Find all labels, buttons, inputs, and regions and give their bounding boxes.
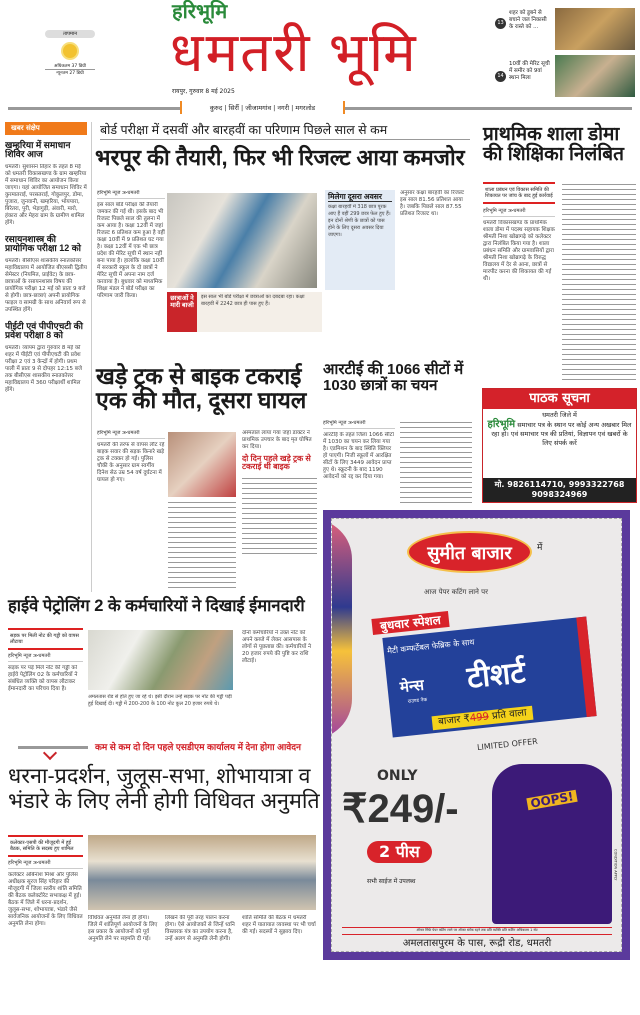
notice-line: समाचार पत्र के स्थान पर कोई अन्य अखबार मिल रहा हो। एवं समाचार पत्र की प्रतियां, विज्ञापन एवं खबरों के लिए संपर्क करें [491, 421, 632, 447]
briefs-column [5, 122, 87, 592]
highway-photo [88, 630, 233, 690]
teaser-2[interactable] [495, 55, 640, 97]
permit-col4: शांति समिति की बैठक में धमतरी शहर में यातायात व्यवस्था पर भी चर्चा की गई। सदस्यों ने सुझाव दिए। [242, 915, 316, 935]
dateline: रायपुर, गुरुवार 8 मई 2025 [172, 88, 235, 95]
market-price: 499 [469, 711, 490, 725]
highway-headline[interactable]: हाईवे पेट्रोलिंग 2 के कर्मचारियों ने दिखाई ईमानदारी [8, 597, 305, 615]
ad-pieces: 2 पीस [367, 841, 432, 863]
brief-text: धमतरी। बीसीएस शासकीय स्नातकोत्तर महाविद्यालय में आयोजित बीएससी द्वितीय सेमेस्टर (नियमित, प्राईवेट) के छात्र-छात्राओं के रसायनशास्त्र विषय की प्रायोगिक परीक्षा 12 मई को प्रातः 9 बजे से होगी। छात्र-छात्राएं अपनी प्रायोगिक फाइल व सामग्री के साथ अनिवार्य रूप से उपस्थित होंगे। [5, 257, 87, 313]
brief-title: रसायनशास्त्र की प्रायोगिक परीक्षा 12 को [5, 233, 81, 254]
byline: हरिभूमि न्यूज ≫धमतरी [8, 653, 83, 662]
byline: हरिभूमि न्यूज ≫धमतरी [323, 420, 395, 429]
sumeet-bazar-ad[interactable] [323, 510, 630, 960]
tshirt-print: OOPS! [526, 790, 577, 811]
rte-col1 [323, 420, 395, 505]
lead-kicker: बोर्ड परीक्षा में दसवीं और बारहवीं का परिणाम पिछले साल से कम [100, 124, 470, 140]
brief-title: खम्हरिया में समाधान शिविर आज [5, 140, 71, 160]
notice-brand: हरिभूमि [487, 419, 516, 430]
teaser-photo [555, 8, 635, 50]
ad-condition: CONDITION APPLY [613, 849, 618, 881]
permit-kicker: कम से कम दो दिन पहले एसडीएम कार्यालय में देना होगा आवेदन [95, 742, 302, 752]
suspend-text: धमतरी विकासखण्ड के प्राथमिक शाला डोमा में पदस्थ सहायक शिक्षक श्रीमती निशा खोब्रागढ़े को कलेक्टर द्वारा निलंबित किया गया है। शाला प्रबंधन समिति और ग्रामवासियों द्वारा श्रीमती निशा खोब्रागढ़े के विरुद्ध विद्यालय में देर से आना, छात्रों से मारपीट करना की शिकायत की गई थी। [483, 220, 555, 282]
temp-max: अधिकतम 37 डिग्री [45, 63, 95, 70]
ad-sizes: सभी साईज में उपलब्ध [367, 878, 416, 885]
accident-col3 [242, 430, 317, 590]
lead-col3: अनुसार कक्षा बारहवीं का रिजल्ट इस साल 81.56 प्रतिशत आया है। जबकि पिछले साल 87.55 प्रतिशत रिजल्ट था। [400, 190, 465, 217]
girls-label: छात्राओं ने मारी बाजी [167, 292, 197, 332]
victim-photo [168, 432, 236, 497]
temp-min: न्यूनतम 27 डिग्री [56, 71, 84, 76]
paper-title: धमतरी भूमि [170, 22, 418, 83]
ad-tag: बुधवार स्पेशल [371, 611, 449, 635]
teaser-1[interactable] [495, 8, 640, 50]
reader-notice [482, 388, 637, 503]
accident-col2 [168, 500, 236, 590]
suspend-col1 [483, 182, 555, 382]
notice-phone[interactable]: मो. 9826114710, 9993322768 9098324969 [483, 478, 636, 502]
market-prefix: बाजार ₹ [437, 713, 471, 728]
ad-fabric: मैटी कम्फर्टेबल फेब्रिक के साथ [386, 637, 475, 656]
byline: हरिभूमि न्यूज ≫धमतरी [97, 190, 165, 199]
accident-text: अस्पताल लाया गया जहां डाक्टर ने प्राथमिक उपचार के बाद मृत घोषित कर दिया। [242, 430, 312, 450]
ad-terms: ऑफर सिर्फ पेपर कटिंग लाने पर ऑफर स्टॉक रहने तक प्रति व्यक्ति प्रति कटिंग अधिकतम 1 सेट [342, 927, 612, 935]
sidebox [325, 190, 395, 290]
lead-headline[interactable]: भरपूर की तैयारी, फिर भी रिजल्ट आया कमजोर [95, 145, 465, 170]
ad-wave [331, 519, 352, 739]
ad-product: टीशर्ट [465, 655, 528, 696]
summary-bullet: शाला प्रबंधन एवं विकास समिति की शिकायत पर जांच के बाद हुई कार्रवाई [483, 182, 555, 204]
lead-text: इस साल बोर्ड परीक्षा की तैयारी जमकर की गई थी। इसके बाद भी रिजल्ट पिछले साल की तुलना में कम आया है। कक्षा 12वीं में जहां रिजल्ट 6 प्रतिशत कम हुआ है वहीं कक्षा 10वीं में 9 प्रतिशत घट गया है। कक्षा 12वीं में एक भी छात्र प्रदेश की मेरिट सूची में स्थान नहीं बना पाया है। हालांकि कक्षा 10वीं में सरकारी स्कूल के दो छात्रों ने मेरिट सूची में अपना नाम दर्ज करवाया है। बुधवार को माध्यमिक शिक्षा मंडल ने बोर्ड परीक्षा का परिणाम जारी किया। [97, 202, 165, 299]
tshirt-photo [492, 764, 612, 924]
byline: हरिभूमि न्यूज ≫धमतरी [8, 860, 83, 869]
girls-text: इस साल भी बोर्ड परीक्षा में छात्राओं का दबदबा रहा। कक्षा बारहवीं में 2242 छात्र ही पास हुए हैं। [201, 294, 305, 307]
highway-col2: अमलतास रोड से होते हुए जा रहे थे। इसी दौरान उन्हें सड़क पर नोट की गड्डी पड़ी हुई दिखाई दी। गड्डी में 200-200 के 100 नोट कुल 20 हजार रुपये थे। [88, 694, 232, 707]
highway-col1 [8, 628, 83, 708]
suspend-col2 [562, 182, 636, 382]
girls-box [167, 292, 322, 332]
brief-title: पीईटी एवं पीपीएचटी की प्रवेश परीक्षा 8 को [5, 320, 83, 341]
permit-col3: लिखने की पूरी तरह पालन करना होगा। ऐसे आयोजकों से जिन्हें ध्वनि विस्तारक यंत्र का उपयोग करना है, उन्हें अलग से अनुमति लेनी होगी। [165, 915, 235, 942]
accident-subhead: दो दिन पहले खड़े ट्रक से टकराई थी बाइक [242, 454, 311, 472]
accident-col1 [97, 430, 165, 590]
rte-text: आरटीई के तहत जिला 1066 सीटों में 1030 का चयन कर लिया गया है। एडमिशन के बाद स्थिति क्लियर हो पाएगी। निजी स्कूलों में आरक्षित सीटों के लिए 3449 आवेदन प्राप्त हुए थे। स्क्रूटनी के बाद 1190 आवेदनों को रद्द कर दिया गया। [323, 432, 394, 480]
brand-logo: हरिभूमि [172, 1, 228, 23]
suspend-headline[interactable]: प्राथमिक शाला डोमा की शिक्षिका निलंबित [483, 124, 624, 165]
ad-only: ONLY [377, 768, 418, 784]
permit-col1 [8, 835, 83, 1015]
permit-text: कलेक्टर अबिनाश मिश्रा और पुलिस अधीक्षक सूरज सिंह परिहार की मौजूदगी में जिला स्तरीय शांति समिति की बैठक कलेक्टोरेट सभाकक्ष में हुई। बैठक में जिले में धरना-प्रदर्शन, जुलूस-सभा, शोभायात्रा, भंडारे जैसे सार्वजनिक आयोजनों के लिए विधिवत अनुमति लेना होगा। [8, 872, 83, 927]
column-rule [91, 122, 92, 592]
masthead [0, 0, 640, 100]
permit-headline[interactable]: धरना-प्रदर्शन, जुलूस-सभा, शोभायात्रा व भंडारे के लिए लेनी होगी विधिवत अनुमति [8, 764, 320, 813]
brief-text: धमतरी। सुशासन तिहार के तहत 8 मई को धमतरी विकासखण्ड के ग्राम खम्हरिया में समाधान शिविर का आयोजन किया जाएगा। यहां आयोजित समाधान शिविर में कुरमातराई, परसतराई, गोकुलपुर, डोमा, पुजारा, जुनवानी, खम्हरिया, भोयपारा, बिरेतरा, पुरी, भेड़ागुड़ी, अंवारी, मारो, हंकारा और मेहरा ग्राम के ग्रामीण शामिल होंगे। [5, 163, 87, 226]
accident-text: धमतरी की तरफ से वापस लौट रहे बाइक सवार की सड़क किनारे खड़े ट्रक से टक्कर हो गई। पुलिस चौकी के अनुसार ग्राम स्वर्गीय दिनेश सेठ उम्र 54 वर्ष दुर्घटना में घायल हो गए। [97, 442, 165, 483]
lead-col1 [97, 190, 165, 340]
ad-brand-logo: सुमीत बाजार [407, 531, 532, 573]
byline: हरिभूमि न्यूज ≫धमतरी [97, 430, 165, 439]
summary-bullet: कलेक्टर-एसपी की मौजूदगी में हुई बैठक, समिति के सदस्य हुए शामिल [8, 835, 83, 857]
market-suffix: प्रति वाला [491, 707, 528, 722]
sidebox-title: मिलेगा दूसरा अवसर [328, 193, 392, 202]
sidebox-text: कक्षा बारहवीं में 318 छात्र पूरक आए हैं वहीं 299 छात्र फेल हुए हैं। इन दोनों श्रेणी के छात्रों को पास होने के लिए दूसरा अवसर दिया जाएगा। [328, 203, 391, 238]
rte-headline[interactable]: आरटीई की 1066 सीटों में 1030 छात्रों का चयन [323, 361, 464, 394]
permit-col2: विधिवत अनुमति लेना ही होगा। जिले में शांतिपूर्ण आयोजनों के लिए इस प्रकार के आयोजनों को पूर्व अनुमति लेने पर सहमति दी गई। [88, 915, 158, 942]
byline: हरिभूमि न्यूज ≫धमतरी [483, 208, 555, 217]
ad-mens: मेन्स [399, 675, 425, 697]
ad-subtitle: आज पेपर कटिंग लाने पर [424, 588, 489, 596]
ad-address: अमलतासपुरम के पास, रूद्री रोड, धमतरी [402, 938, 552, 949]
briefs-label: खबर संक्षेप [5, 122, 87, 135]
weather-label: तापमान [45, 30, 95, 38]
text-block [242, 476, 317, 556]
ad-price: ₹249/- [342, 787, 459, 831]
ad-limited: LIMITED OFFER [476, 736, 539, 753]
highway-text: सड़क पर पड़े मिले नोट की गड्डी को हाईवे पेट्रोलिंग 02 के कर्मचारियों ने संबंधित व्यक्ति को वापस लौटाकर ईमानदारी का परिचय दिया है। [8, 665, 78, 692]
teaser-page: 13 [495, 18, 506, 29]
meeting-photo [88, 835, 316, 910]
notice-title: पाठक सूचना [483, 389, 636, 409]
lead-photo [167, 193, 317, 288]
sun-icon [63, 44, 77, 58]
ad-brand-suffix: में [537, 543, 543, 553]
region-strip: कुरुद | सिर्री | जीजामगांव | नगरी | मगरलोड [180, 101, 345, 114]
notice-line: धमतरी जिले में [542, 411, 577, 419]
highway-col3: दोनों कर्मचारियों ने उक्त नोट को अपने कब्जे में लेकर आसपास के लोगों से पूछताछ की। कर्मचारियों ने 20 हजार रुपये की पुष्टि कर राशि लौटाई। [242, 630, 312, 664]
ad-neck: राउण्ड नेक [407, 697, 428, 705]
weather-box [45, 30, 95, 76]
teaser-text: शहर को डूबने से बचाने जल निकासी के रास्ते को ... [509, 10, 547, 30]
rte-col2 [400, 420, 472, 505]
teaser-photo [555, 55, 635, 97]
teaser-page: 14 [495, 71, 506, 82]
accident-headline[interactable]: खड़े ट्रक से बाइक टकराई एक की मौत, दूसरा घायल [96, 363, 307, 414]
summary-bullet: सड़क पर मिली नोट की गड्डी को वापस लौटाया [8, 628, 83, 650]
brief-text: धमतरी। व्यापमं द्वारा गुरुवार 8 मई को शहर में पीईटी एवं पीपीएचटी की प्रवेश परीक्षा 2 एवं 3 केन्द्रों में होगी। प्रथम पाली में प्रातः 9 से दोपहर 12:15 बजे तक बीसीएस शासकीय स्नातकोत्तर महाविद्यालय में 360 परीक्षार्थी शामिल होंगे। [5, 344, 82, 393]
teaser-text: 10वीं की मेरिट सूची में समीर को 9वां स्थान मिला [509, 61, 550, 81]
